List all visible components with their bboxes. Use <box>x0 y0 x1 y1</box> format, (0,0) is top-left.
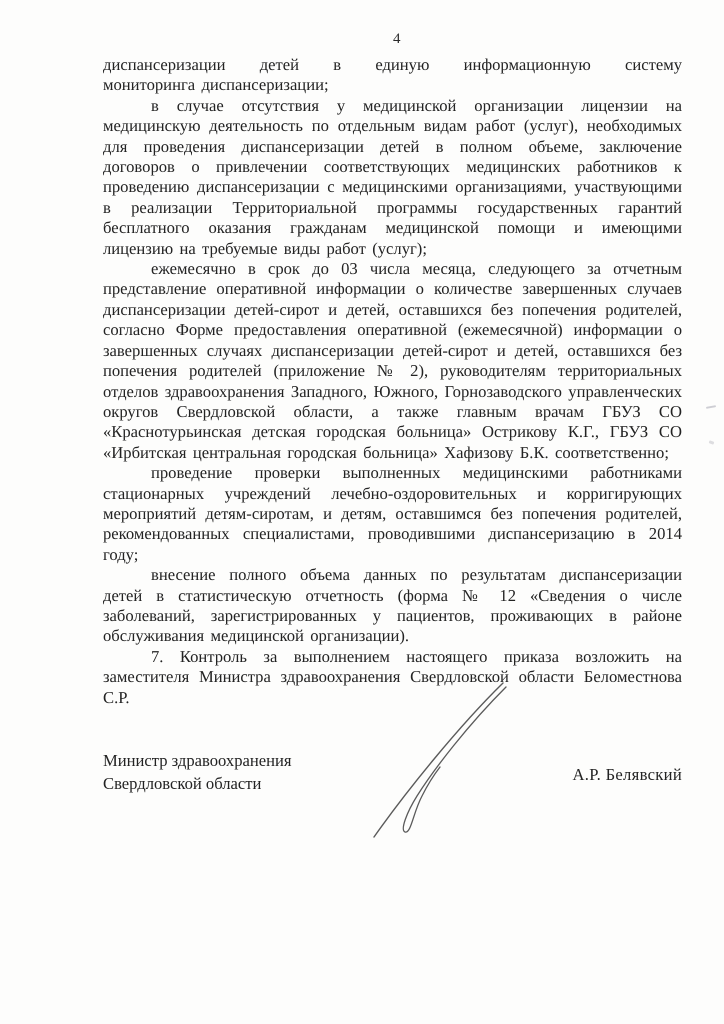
signatory-position <box>103 750 292 795</box>
paragraph: ежемесячно в срок до 03 числа месяца, следующего за отчетным представление оперативной информации о количестве завершенных случаев диспансеризации детей-сирот и детей, оставшихся без попечения родителей, согласно Форме предоставления оперативной (ежемесячной) информации о завершенных случаях диспансеризации детей-сирот и детей, оставшихся без попечения родителей (приложение № 2), руководителям территориальных отделов здравоохранения Западного, Южного, Горнозаводского управленческих округов Свердловской области, а также главным врачам ГБУЗ СО «Краснотурьинская детская городская больница» Острикову К.Г., ГБУЗ СО «Ирбитская центральная городская больница» Хафизову Б.К. соответственно; <box>103 259 682 462</box>
document-body <box>103 55 682 708</box>
paragraph: 7. Контроль за выполнением настоящего приказа возложить на заместителя Министра здравоохранения Свердловской области Беломестнова С.Р. <box>103 646 682 707</box>
scan-artifact-mark <box>706 405 716 409</box>
page-number: 4 <box>393 31 401 47</box>
signatory-name: А.Р. Белявский <box>572 765 682 784</box>
paragraph: проведение проверки выполненных медицинскими работниками стационарных учреждений лечебно-оздоровительных и корригирующих мероприятий детям-сиротам, и детям, оставшимся без попечения родителей, рекомендованных специалистами, проводившими диспансеризацию в 2014 году; <box>103 463 682 564</box>
signatory-position-line: Министр здравоохранения <box>103 751 292 770</box>
continuation-line: мониторинга диспансеризации; <box>103 75 329 95</box>
paragraph: в случае отсутствия у медицинской организации лицензии на медицинскую деятельность по отдельным видам работ (услуг), необходимых для проведения диспансеризации детей в полном объеме, заключение договоров о привлечении соответствующих медицинских работников к проведению диспансеризации с медицинскими организациями, участвующими в реализации Территориальной программы государственных гарантий бесплатного оказания гражданам медицинской помощи и имеющими лицензию на требуемые виды работ (услуг); <box>103 95 682 258</box>
paragraph: внесение полного объема данных по результатам диспансеризации детей в статистическую отчетность (форма № 12 «Сведения о числе заболеваний, зарегистрированных у пациентов, проживающих в районе обслуживания медицинской организации). <box>103 565 682 646</box>
continuation-line: диспансеризации детей в единую информационную систему <box>103 55 682 74</box>
signatory-position-line: Свердловской области <box>103 773 262 793</box>
signature-block <box>103 750 682 795</box>
scan-artifact-mark <box>709 440 715 445</box>
